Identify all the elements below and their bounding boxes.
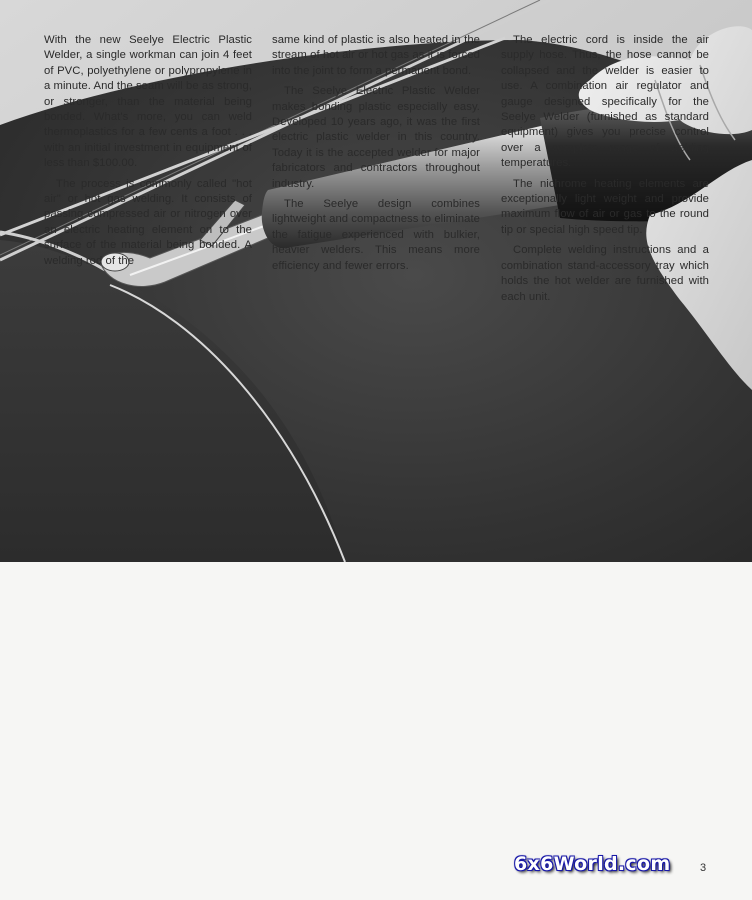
- paragraph: Complete welding instructions and a combination stand-accessory tray which holds the hot welder are furnished with each unit.: [501, 244, 709, 303]
- article-text-area: [0, 562, 752, 900]
- text-column-3: [501, 33, 709, 310]
- text-column-2: [272, 33, 480, 279]
- paragraph: The Seelye Electric Plastic Welder makes bonding plastic especially easy. Developed 10 years ago, it was the first electric plastic welder in this country. Today it is the accepted welder for major fabricators and contractors throughout industry.: [272, 85, 480, 190]
- paragraph: The Seelye design combines lightweight and compactness to eliminate the fatigue experienced with bulkier, heavier welders. This means more efficiency and fewer errors.: [272, 198, 480, 272]
- site-watermark: 6x6World.com: [514, 853, 671, 875]
- paragraph: The nichrome heating elements are exceptionally light weight and provide maximum flow of air or gas to the round tip or special high speed tip.: [501, 177, 709, 236]
- paragraph: same kind of plastic is also heated in the stream of hot air or hot gas as it is forced into the joint to form a permanent bond.: [272, 34, 480, 77]
- text-column-1: [44, 33, 252, 274]
- paragraph: With the new Seelye Electric Plastic Welder, a single workman can join 4 feet of PVC, polyethylene or polypropylene in a minute. And the seam will be as strong, or stronger, than the material being bonded. What's more, you can weld thermoplastics for a few cents a foot . . . with an initial investment in equipment of less than $100.00.: [44, 34, 253, 170]
- paragraph: The process is commonly called "hot air" or hot gas welding. It consists of passing compressed air or nitrogen over an electric heating element on to the surface of the material being bonded. A welding rod of the: [44, 177, 252, 267]
- page-number: 3: [700, 862, 707, 874]
- paragraph: The electric cord is inside the air supply hose. Thus, the hose cannot be collapsed and the welder is easier to use. A combination air regulator and gauge designed specifically for the Seelye Welder (furnished as standard equipment) gives you precise control over a complete range of welding temperatures.: [501, 34, 709, 170]
